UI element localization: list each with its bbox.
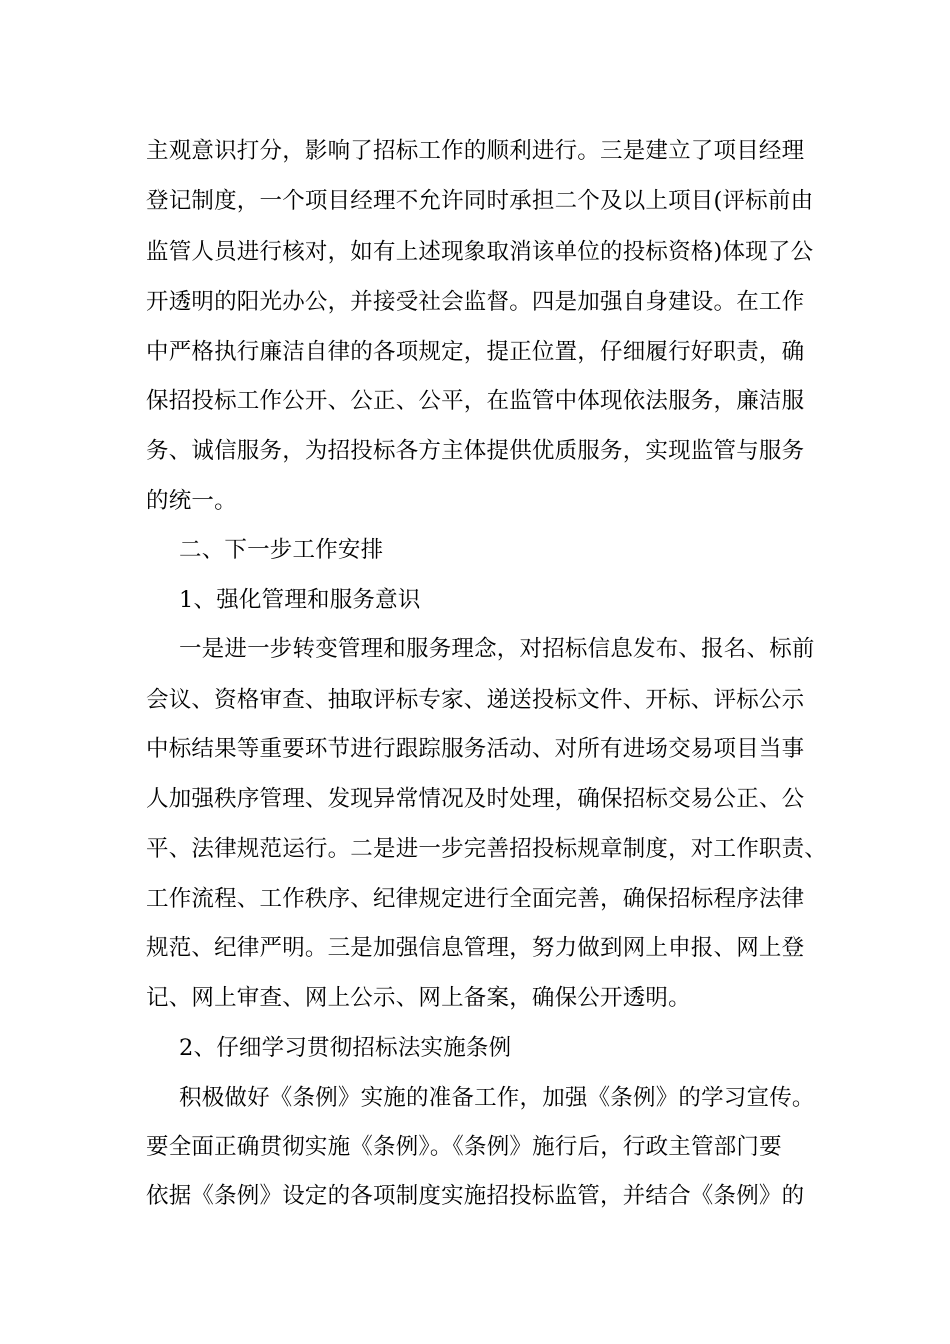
text-line: 主观意识打分，影响了招标工作的顺利进行。三是建立了项目经理 (146, 138, 805, 164)
text-line: 保招投标工作公开、公正、公平，在监管中体现依法服务，廉洁服 (146, 388, 805, 414)
text-line: 监管人员进行核对，如有上述现象取消该单位的投标资格)体现了公 (146, 239, 814, 265)
text-line: 工作流程、工作秩序、纪律规定进行全面完善，确保招标程序法律 (146, 886, 805, 912)
text-line: 开透明的阳光办公，并接受社会监督。四是加强自身建设。在工作 (146, 289, 805, 315)
text-line: 人加强秩序管理、发现异常情况及时处理，确保招标交易公正、公 (146, 786, 805, 812)
text-line: 务、诚信服务，为招投标各方主体提供优质服务，实现监管与服务 (146, 438, 805, 464)
text-line: 中标结果等重要环节进行跟踪服务活动、对所有进场交易项目当事 (146, 736, 805, 762)
text-line: 平、法律规范运行。二是进一步完善招投标规章制度，对工作职责、 (146, 836, 828, 862)
text-line: 会议、资格审查、抽取评标专家、递送投标文件、开标、评标公示 (146, 687, 805, 713)
text-line: 依据《条例》设定的各项制度实施招投标监管，并结合《条例》的 (146, 1183, 805, 1209)
subsection-heading: 1、强化管理和服务意识 (179, 587, 421, 613)
text-line: 中严格执行廉洁自律的各项规定，提正位置，仔细履行好职责，确 (146, 339, 805, 365)
section-heading: 二、下一步工作安排 (179, 537, 384, 563)
text-line: 积极做好《条例》实施的准备工作，加强《条例》的学习宣传。 (179, 1085, 815, 1111)
text-line: 一是进一步转变管理和服务理念，对招标信息发布、报名、标前 (179, 636, 815, 662)
text-line: 规范、纪律严明。三是加强信息管理，努力做到网上申报、网上登 (146, 935, 805, 961)
text-line: 登记制度，一个项目经理不允许同时承担二个及以上项目(评标前由 (146, 188, 814, 214)
text-line: 的统一。 (146, 488, 237, 514)
text-line: 记、网上审查、网上公示、网上备案，确保公开透明。 (146, 985, 691, 1011)
text-line: 要全面正确贯彻实施《条例》。《条例》施行后，行政主管部门要 (146, 1134, 782, 1160)
subsection-heading: 2、仔细学习贯彻招标法实施条例 (179, 1035, 512, 1061)
